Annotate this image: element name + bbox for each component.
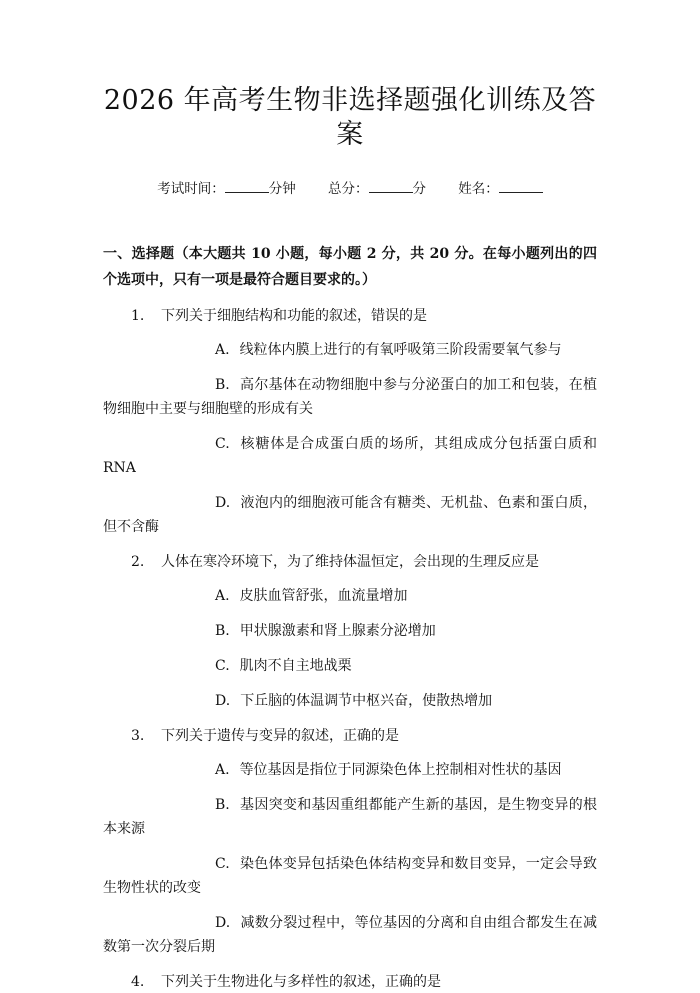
option-letter: B.: [215, 377, 230, 393]
option-letter: C.: [215, 658, 230, 674]
option-text: 线粒体内膜上进行的有氧呼吸第三阶段需要氧气参与: [239, 342, 562, 358]
option-letter: D.: [215, 495, 231, 511]
total-score-blank: [369, 178, 413, 193]
question-number: 1.: [131, 308, 145, 324]
name-blank: [499, 178, 543, 193]
question-1-option-d: [103, 491, 597, 539]
question-2-option-d: [103, 689, 597, 713]
section-heading: 一、选择题（本大题共 10 小题，每小题 2 分，共 20 分。在每小题列出的四个选项中，只有一项是最符合题目要求的。）: [103, 246, 597, 288]
question-text: 下列关于细胞结构和功能的叙述，错误的是: [161, 308, 427, 324]
exam-time-unit: 分钟: [268, 181, 296, 197]
option-text: 减数分裂过程中，等位基因的分离和自由组合都发生在减数第一次分裂后期: [103, 915, 597, 955]
option-text: 染色体变异包括染色体结构变异和数目变异，一定会导致生物性状的改变: [103, 856, 597, 896]
option-letter: C.: [215, 856, 230, 872]
option-letter: D.: [215, 693, 231, 709]
exam-time-label: 考试时间：: [157, 181, 225, 197]
question-2-option-c: [103, 654, 597, 678]
option-letter: B.: [215, 623, 230, 639]
option-text: 高尔基体在动物细胞中参与分泌蛋白的加工和包装，在植物细胞中主要与细胞壁的形成有关: [103, 377, 597, 417]
option-letter: A.: [215, 342, 230, 358]
question-3-option-c: [103, 852, 597, 900]
option-text: 甲状腺激素和肾上腺素分泌增加: [239, 623, 436, 639]
question-3-option-d: [103, 911, 597, 959]
option-letter: C.: [215, 436, 230, 452]
question-number: 2.: [131, 554, 145, 570]
question-3-option-a: [103, 758, 597, 782]
total-score-field: [328, 178, 426, 199]
option-text: 核糖体是合成蛋白质的场所，其组成成分包括蛋白质和 RNA: [103, 436, 597, 476]
exam-meta-row: [103, 178, 597, 199]
question-3-option-b: [103, 793, 597, 841]
option-text: 皮肤血管舒张，血流量增加: [239, 588, 408, 604]
question-2: [103, 551, 597, 573]
document-title: 2026 年高考生物非选择题强化训练及答案: [103, 85, 597, 150]
question-1: [103, 305, 597, 327]
question-1-option-b: [103, 373, 597, 421]
total-score-label: 总分：: [328, 181, 369, 197]
question-2-option-b: [103, 619, 597, 643]
option-text: 肌肉不自主地战栗: [239, 658, 352, 674]
option-text: 液泡内的细胞液可能含有糖类、无机盐、色素和蛋白质，但不含酶: [103, 495, 597, 535]
name-field: [458, 178, 543, 199]
option-text: 等位基因是指位于同源染色体上控制相对性状的基因: [239, 762, 562, 778]
option-letter: B.: [215, 797, 230, 813]
question-1-option-a: [103, 338, 597, 362]
exam-time-field: [157, 178, 296, 199]
question-number: 3.: [131, 728, 145, 744]
question-4: [103, 971, 597, 993]
question-text: 下列关于生物进化与多样性的叙述，正确的是: [161, 974, 441, 990]
question-text: 人体在寒冷环境下，为了维持体温恒定，会出现的生理反应是: [161, 554, 539, 570]
total-score-unit: 分: [412, 181, 426, 197]
question-number: 4.: [131, 974, 145, 990]
option-text: 下丘脑的体温调节中枢兴奋，使散热增加: [240, 693, 493, 709]
question-3: [103, 725, 597, 747]
option-letter: A.: [215, 762, 230, 778]
option-letter: A.: [215, 588, 230, 604]
exam-time-blank: [225, 178, 269, 193]
question-text: 下列关于遗传与变异的叙述，正确的是: [161, 728, 399, 744]
question-1-option-c: [103, 432, 597, 480]
question-2-option-a: [103, 584, 597, 608]
name-label: 姓名：: [458, 181, 499, 197]
option-letter: D.: [215, 915, 231, 931]
option-text: 基因突变和基因重组都能产生新的基因，是生物变异的根本来源: [103, 797, 597, 837]
